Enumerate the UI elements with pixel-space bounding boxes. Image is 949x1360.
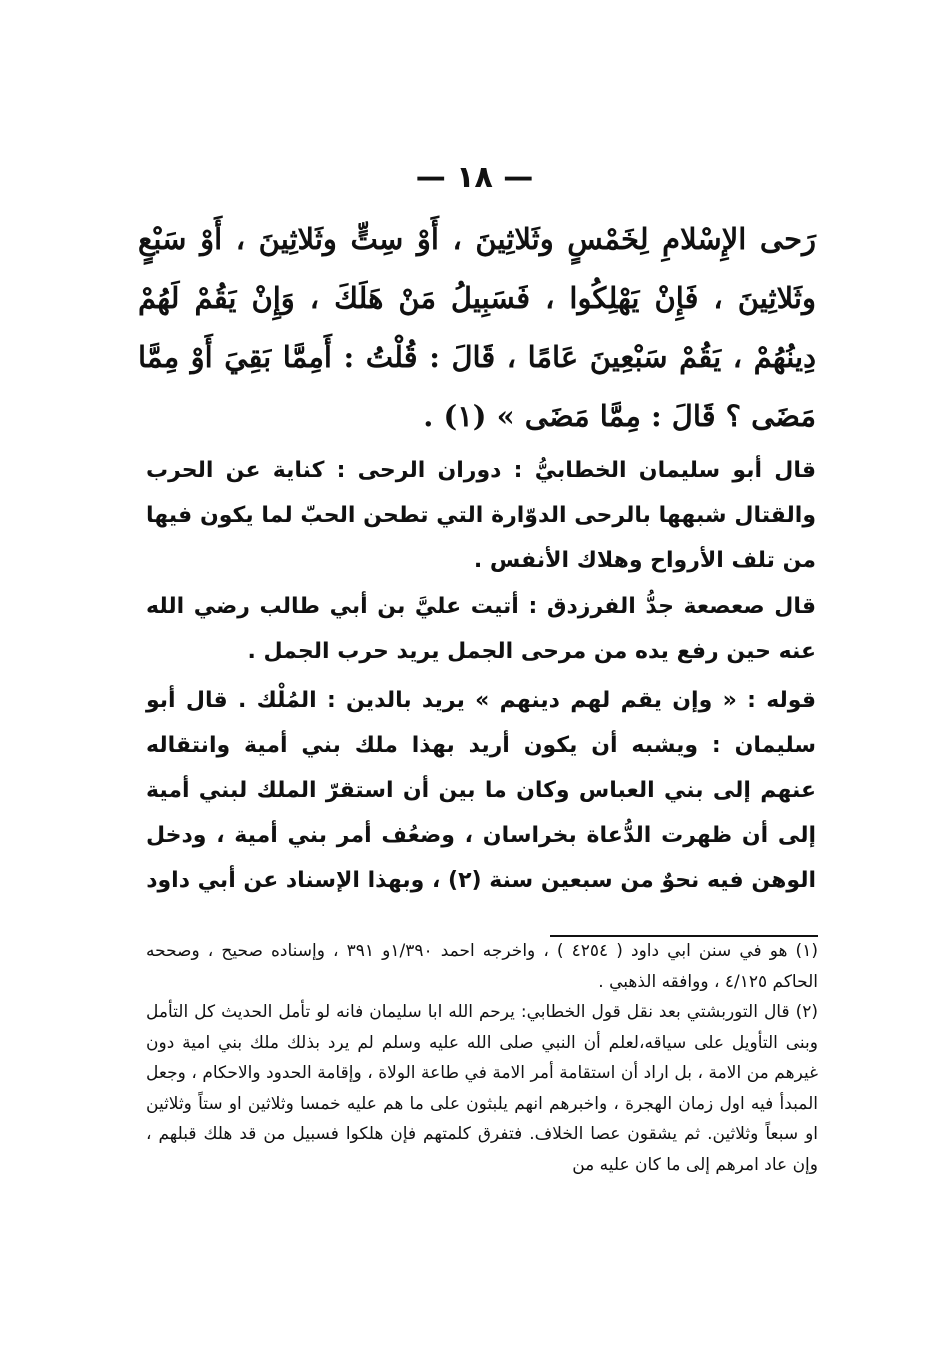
footnote-2: (٢) قال التوربشتي بعد نقل قول الخطابي: يرحم الله ابا سليمان فانه لو تأمل الحديث كل التأمل وبنى التأويل على سياقه،لعلم أن النبي صلى الله عليه وسلم لم يرد بذلك ملك بني امية دون غيرهم من الامة ، بل اراد أن استقامة أمر الامة في طاعة الولاة ، وإقامة الحدود والاحكام ، وجعل المبدأ فيه اول زمان الهجرة ، واخبرهم انهم يلبثون على ما هم عليه خمسا وثلاثين او ستاً وثلاثين او سبعاً وثلاثين. ثم يشقون عصا الخلاف. فتفرق كلمتهم فإن هلكوا فسبيل من قد هلك قبلهم ، وإن عاد امرهم إلى ما كان عليه من <box>146 1002 818 1175</box>
commentary-paragraph-khattabi: قال أبو سليمان الخطابيُّ : دوران الرحى : كناية عن الحرب والقتال شبهها بالرحى الدوّارة التي تطحن الحبّ لما يكون فيها من تلف الأرواح وهلاك الأنفس . <box>146 458 816 573</box>
hadith-text: رَحى الإِسْلامِ لِخَمْسٍ وثَلاثِينَ ، أَوْ سِتٍّ وثَلاثِينَ ، أَوْ سَبْعٍ وثَلاثِينَ ، فَإِنْ يَهْلِكُوا ، فَسَبِيلُ مَنْ هَلَكَ ، وَإِنْ يَقُمْ لَهُمْ دِينُهُمْ ، يَقُمْ سَبْعِينَ عَامًا ، قَالَ : قُلْتُ : أَمِمَّا بَقِيَ أَوْ مِمَّا مَضَى ؟ قَالَ : مِمَّا مَضَى » (١) . <box>138 222 816 433</box>
commentary-paragraph-din: قوله : « وإن يقم لهم دينهم » يريد بالدين : المُلْك . قال أبو سليمان : ويشبه أن يكون أريد بهذا ملك بني أمية وانتقاله عنهم إلى بني العباس وكان ما بين أن استقرّ الملك لبني أمية إلى أن ظهرت الدُّعاة بخراسان ، وضعُف أمر بني أمية ، ودخل الوهن فيه نحوٌ من سبعين سنة (٢) ، وبهذا الإسناد عن أبي داود <box>146 688 816 893</box>
footnotes <box>146 936 818 1180</box>
commentary-paragraph-sasaa: قال صعصعة جدُّ الفرزدق : أتيت عليَّ بن أبي طالب رضي الله عنه حين رفع يده من مرحى الجمل يريد حرب الجمل . <box>146 594 816 664</box>
footnote-1: (١) هو في سنن ابي داود ( ٤٢٥٤ ) ، واخرجه احمد ١/٣٩٠و ٣٩١ ، وإسناده صحيح ، وصححه الحاكم ٤/١٢٥ ، ووافقه الذهبي . <box>146 941 818 992</box>
page-number: — ١٨ — <box>415 160 534 195</box>
